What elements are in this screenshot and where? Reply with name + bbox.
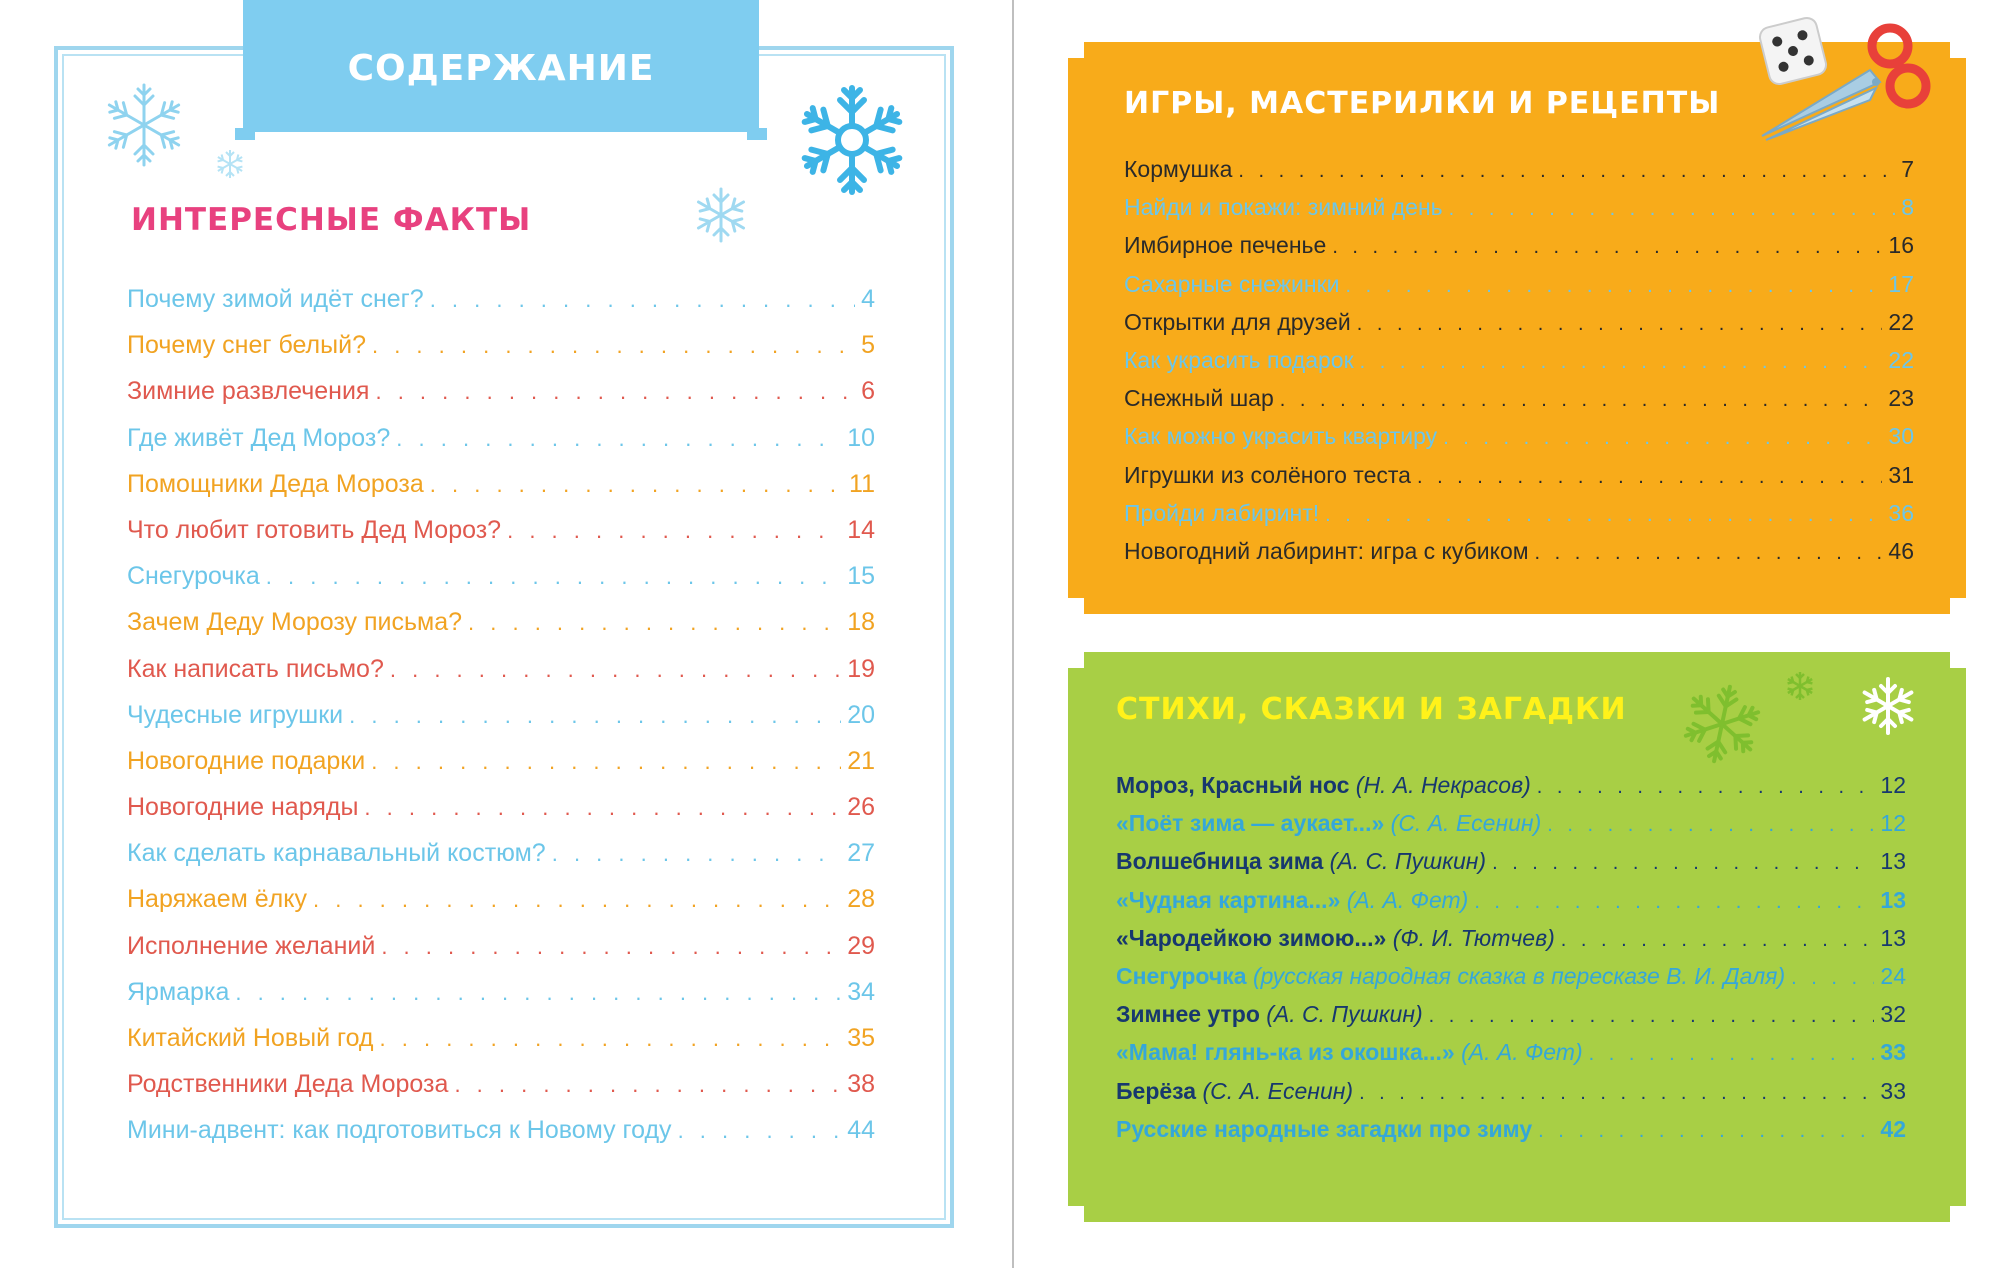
toc-entry-title — [127, 461, 424, 507]
leader-dots — [1791, 959, 1874, 995]
toc-entry — [127, 969, 875, 1015]
toc-entry — [127, 830, 875, 876]
toc-entry-title — [1124, 341, 1354, 379]
toc-entry — [127, 415, 875, 461]
page-number: 35 — [847, 1024, 875, 1052]
entry-title-text: Снегурочка — [127, 562, 260, 591]
entry-title-text: Китайский Новый год — [127, 1024, 374, 1052]
toc-entry — [1124, 494, 1914, 532]
page-number: 16 — [1888, 232, 1914, 259]
toc-entry — [1124, 417, 1914, 455]
toc-entry-title — [1124, 456, 1411, 494]
entry-author: (А. С. Пушкин) — [1266, 1001, 1423, 1028]
entry-author: (русская народная сказка в пересказе В. И. Даля) — [1252, 962, 1786, 989]
toc-entry-title — [1116, 1072, 1353, 1110]
toc-entry-title — [1116, 957, 1785, 995]
leader-dots — [430, 277, 855, 322]
toc-entry — [1116, 957, 1906, 995]
leader-dots — [1359, 1074, 1874, 1110]
leader-dots — [1449, 190, 1896, 226]
page-number: 22 — [1888, 308, 1914, 335]
page-number: 13 — [1880, 848, 1906, 875]
entry-title-text: Как сделать карнавальный костюм? — [127, 839, 546, 868]
page-number: 17 — [1888, 270, 1914, 297]
toc-entry — [127, 461, 875, 507]
page-number: 26 — [847, 793, 875, 822]
leader-dots — [454, 1062, 841, 1107]
page-number: 46 — [1888, 537, 1914, 564]
toc-entry — [1124, 456, 1914, 494]
entry-title-text: Родственники Деда Мороза — [127, 1070, 449, 1099]
toc-entry-title — [127, 553, 260, 599]
page-number: 29 — [847, 931, 875, 960]
entry-title-text: Снежный шар — [1124, 385, 1274, 412]
toc-entry-title — [127, 923, 375, 969]
toc-entry — [1124, 188, 1914, 226]
section-heading-games: ИГРЫ, МАСТЕРИЛКИ И РЕЦЕПТЫ — [1124, 86, 1721, 121]
entry-title-text: Как можно украсить квартиру — [1124, 423, 1438, 450]
entry-title-text: «Чудная картина...» — [1116, 886, 1341, 913]
entry-title-text: Кормушка — [1124, 156, 1233, 182]
leader-dots — [313, 877, 841, 922]
section-heading-poems: СТИХИ, СКАЗКИ И ЗАГАДКИ — [1116, 692, 1627, 727]
entry-title-text: Чудесные игрушки — [127, 700, 344, 729]
leader-dots — [1357, 305, 1883, 341]
toc-entry — [1124, 265, 1914, 303]
toc-entry — [1124, 226, 1914, 264]
snowflake-icon — [1784, 670, 1816, 702]
entry-title-text: Снегурочка — [1116, 962, 1247, 989]
leader-dots — [678, 1108, 842, 1153]
leader-dots — [372, 323, 855, 368]
toc-entry — [127, 553, 875, 599]
entry-title-text: Игрушки из солёного теста — [1124, 461, 1411, 488]
toc-entry — [1116, 842, 1906, 880]
entry-title-text: Новогодний лабиринт: игра с кубиком — [1124, 537, 1529, 564]
toc-entry-title — [1116, 842, 1486, 880]
snowflake-icon — [1680, 682, 1764, 766]
page-number: 6 — [861, 377, 875, 406]
toc-entry-title — [127, 322, 366, 368]
toc-entry — [1124, 532, 1914, 570]
page-number: 30 — [1888, 423, 1914, 450]
leader-dots — [1547, 806, 1874, 842]
snowflake-icon — [214, 148, 246, 180]
page-number: 33 — [1880, 1039, 1906, 1066]
page-divider — [1012, 0, 1014, 1268]
toc-entry-title — [1124, 379, 1274, 417]
toc-entry — [1124, 150, 1914, 188]
leader-dots — [349, 693, 841, 738]
toc-entry-title — [127, 692, 343, 738]
page-number: 20 — [847, 700, 875, 729]
page-number: 15 — [847, 562, 875, 591]
leader-dots — [235, 970, 841, 1015]
entry-author: (А. С. Пушкин) — [1329, 848, 1487, 875]
leader-dots — [1492, 844, 1874, 880]
toc-entry — [1116, 804, 1906, 842]
entry-title-text: «Чародейкою зимою...» — [1116, 924, 1387, 951]
toc-entry — [127, 507, 875, 553]
leader-dots — [1325, 496, 1882, 532]
page-title: СОДЕРЖАНИЕ — [347, 48, 655, 89]
contents-title-banner — [243, 0, 759, 132]
entry-title-text: Волшебница зима — [1116, 848, 1324, 875]
toc-entry-title — [127, 876, 307, 922]
toc-entry — [1116, 995, 1906, 1033]
entry-title-text: Почему снег белый? — [127, 331, 366, 360]
page-number: 12 — [1880, 810, 1906, 837]
leader-dots — [430, 462, 843, 507]
leader-dots — [468, 600, 841, 645]
entry-title-text: Как написать письмо? — [127, 654, 384, 683]
toc-entry-title — [1116, 804, 1541, 842]
toc-entry-title — [1124, 417, 1437, 455]
page-number: 5 — [861, 331, 875, 360]
toc-entry — [1124, 341, 1914, 379]
entry-title-text: Новогодние наряды — [127, 793, 359, 822]
games-toc-list — [1124, 150, 1914, 570]
toc-entry-title — [1124, 226, 1326, 264]
toc-entry — [127, 876, 875, 922]
toc-entry — [127, 1107, 875, 1153]
entry-title-text: Где живёт Дед Мороз? — [127, 423, 391, 452]
leader-dots — [552, 831, 841, 876]
toc-entry — [1124, 379, 1914, 417]
toc-entry-title — [127, 830, 546, 876]
page-number: 7 — [1901, 156, 1914, 182]
toc-entry-title — [127, 368, 369, 414]
leader-dots — [1238, 152, 1895, 188]
page-number: 8 — [1901, 194, 1914, 221]
snowflake-icon — [796, 84, 908, 196]
entry-title-text: Помощники Деда Мороза — [127, 469, 424, 498]
snowflake-icon — [1858, 676, 1918, 736]
entry-title-text: Русские народные загадки про зиму — [1116, 1115, 1533, 1142]
page-number: 4 — [861, 285, 875, 313]
toc-entry — [127, 1015, 875, 1061]
page-number: 36 — [1888, 499, 1914, 526]
toc-entry-title — [127, 1015, 374, 1061]
toc-entry — [1116, 1110, 1906, 1148]
toc-entry — [1116, 919, 1906, 957]
leader-dots — [1332, 228, 1882, 264]
entry-title-text: Найди и покажи: зимний день — [1124, 194, 1443, 221]
toc-entry-title — [127, 784, 358, 830]
leader-dots — [371, 739, 841, 784]
page-number: 42 — [1880, 1115, 1906, 1142]
entry-author: (С. А. Есенин) — [1202, 1077, 1354, 1104]
toc-entry — [127, 1061, 875, 1107]
page-number: 23 — [1888, 385, 1914, 412]
toc-entry — [1116, 881, 1906, 919]
toc-entry — [127, 599, 875, 645]
scissors-icon — [1758, 12, 1938, 142]
entry-title-text: Зачем Деду Морозу письма? — [127, 608, 463, 637]
entry-author: (А. А. Фет) — [1346, 886, 1469, 913]
toc-entry-title — [1124, 265, 1339, 303]
page-number: 44 — [847, 1116, 875, 1145]
entry-title-text: Новогодние подарки — [127, 746, 366, 775]
page-number: 12 — [1880, 772, 1906, 798]
page-number: 19 — [847, 654, 875, 683]
entry-title-text: Зимнее утро — [1116, 1001, 1260, 1028]
page-number: 28 — [847, 885, 875, 914]
toc-entry-title — [127, 1061, 448, 1107]
entry-title-text: «Поёт зима — аукает...» — [1116, 810, 1385, 837]
toc-entry-title — [127, 415, 390, 461]
toc-entry-title — [1124, 188, 1443, 226]
toc-entry — [1116, 1033, 1906, 1071]
entry-author: (Н. А. Некрасов) — [1355, 772, 1531, 798]
leader-dots — [381, 924, 841, 969]
entry-title-text: Сахарные снежинки — [1124, 270, 1340, 297]
toc-entry-title — [1124, 303, 1351, 341]
leader-dots — [1589, 1035, 1875, 1071]
toc-entry-title — [1116, 995, 1423, 1033]
toc-entry — [127, 322, 875, 368]
entry-author: (С. А. Есенин) — [1390, 810, 1542, 837]
leader-dots — [1345, 267, 1882, 303]
entry-title-text: Что любит готовить Дед Мороз? — [127, 515, 502, 544]
toc-entry-title — [127, 646, 384, 692]
leader-dots — [1535, 534, 1883, 570]
toc-entry — [1124, 303, 1914, 341]
leader-dots — [1538, 1112, 1874, 1148]
page-number: 38 — [847, 1070, 875, 1099]
entry-title-text: Пройди лабиринт! — [1124, 499, 1320, 526]
entry-title-text: Мини-адвент: как подготовиться к Новому году — [127, 1116, 672, 1145]
toc-entry-title — [1116, 1033, 1583, 1071]
page-number: 14 — [847, 515, 875, 544]
toc-entry-title — [127, 1107, 672, 1153]
toc-entry — [1116, 766, 1906, 804]
entry-title-text: Как украсить подарок — [1124, 346, 1354, 373]
leader-dots — [364, 785, 841, 830]
toc-entry — [127, 276, 875, 322]
leader-dots — [1474, 883, 1874, 919]
page-number: 27 — [847, 839, 875, 868]
page-number: 22 — [1888, 346, 1914, 373]
toc-entry-title — [1124, 532, 1529, 570]
leader-dots — [1429, 997, 1875, 1033]
page-number: 31 — [1888, 461, 1914, 488]
toc-entry — [127, 368, 875, 414]
snowflake-icon — [104, 80, 184, 170]
leader-dots — [266, 554, 841, 599]
page-number: 21 — [847, 746, 875, 775]
page-number: 24 — [1880, 962, 1906, 989]
leader-dots — [1537, 768, 1875, 804]
toc-entry-title — [1116, 1110, 1532, 1148]
leader-dots — [380, 1016, 842, 1061]
toc-entry — [127, 646, 875, 692]
page-number: 10 — [847, 423, 875, 452]
section-heading-facts: ИНТЕРЕСНЫЕ ФАКТЫ — [131, 202, 532, 238]
entry-title-text: Ярмарка — [127, 977, 230, 1006]
toc-entry-title — [1116, 919, 1555, 957]
entry-title-text: Почему зимой идёт снег? — [127, 285, 424, 313]
toc-entry-title — [127, 969, 229, 1015]
entry-title-text: Наряжаем ёлку — [127, 885, 307, 914]
toc-entry-title — [1116, 881, 1468, 919]
entry-title-text: «Мама! глянь-ка из окошка...» — [1116, 1039, 1455, 1066]
entry-title-text: Мороз, Красный нос — [1116, 772, 1350, 798]
toc-entry-title — [1116, 766, 1531, 804]
entry-title-text: Исполнение желаний — [127, 931, 376, 960]
leader-dots — [390, 647, 841, 692]
page-number: 13 — [1880, 886, 1906, 913]
toc-entry — [127, 784, 875, 830]
leader-dots — [1561, 921, 1875, 957]
entry-title-text: Берёза — [1116, 1077, 1197, 1104]
toc-entry — [1116, 1072, 1906, 1110]
toc-entry-title — [127, 599, 462, 645]
toc-entry-title — [127, 507, 501, 553]
entry-title-text: Имбирное печенье — [1124, 232, 1327, 259]
snowflake-icon — [692, 186, 750, 244]
leader-dots — [1360, 343, 1883, 379]
entry-author: (А. А. Фет) — [1461, 1039, 1583, 1066]
page-number: 11 — [849, 469, 875, 498]
toc-entry — [127, 738, 875, 784]
leader-dots — [507, 508, 841, 553]
toc-entry — [127, 692, 875, 738]
entry-author: (Ф. И. Тютчев) — [1392, 924, 1555, 951]
entry-title-text: Зимние развлечения — [127, 377, 370, 406]
entry-title-text: Открытки для друзей — [1124, 308, 1351, 335]
toc-entry — [127, 923, 875, 969]
toc-entry-title — [1124, 494, 1319, 532]
leader-dots — [1280, 381, 1883, 417]
page-number: 34 — [847, 977, 875, 1006]
page-number: 18 — [847, 608, 875, 637]
leader-dots — [1443, 419, 1882, 455]
leader-dots — [375, 369, 855, 414]
page-number: 32 — [1880, 1001, 1906, 1028]
poems-toc-list — [1116, 766, 1906, 1148]
toc-entry-title — [1124, 150, 1232, 188]
facts-toc-list — [127, 276, 875, 1154]
toc-entry-title — [127, 738, 365, 784]
page-number: 13 — [1880, 924, 1906, 951]
toc-entry-title — [127, 276, 424, 322]
page-number: 33 — [1880, 1077, 1906, 1104]
leader-dots — [396, 416, 841, 461]
leader-dots — [1417, 458, 1882, 494]
